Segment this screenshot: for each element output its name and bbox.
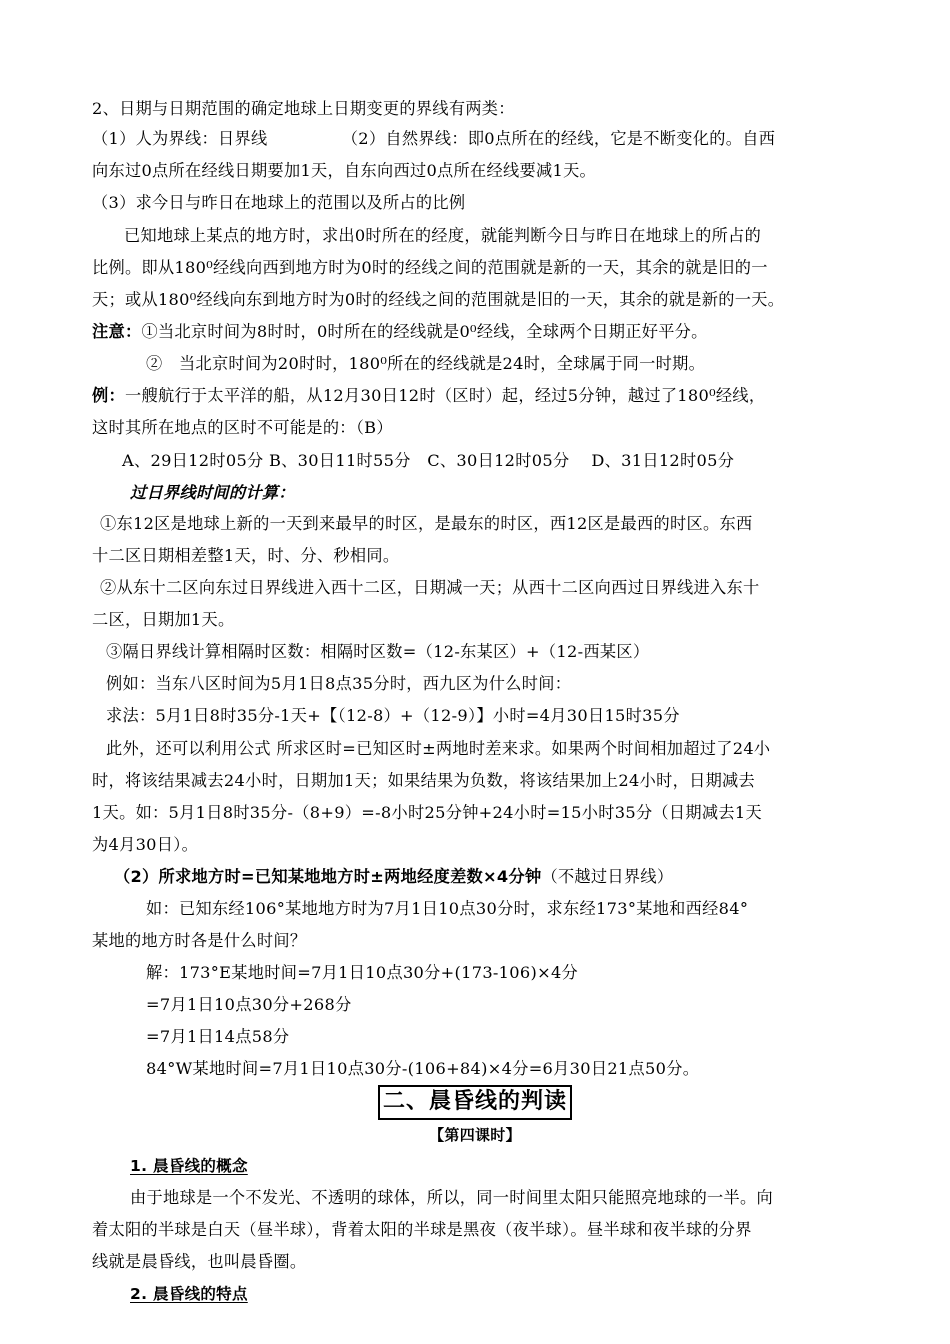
- example-line: [92, 385, 892, 407]
- paragraph-line: 着太阳的半球是白天（昼半球），背着太阳的半球是黑夜（夜半球）。昼半球和夜半球的分界: [92, 1220, 752, 1239]
- text-line: 向东过0点所在经线日期要加1天，自东向西过0点所在经线要减1天。: [92, 161, 597, 180]
- text-line: =7月1日10点30分+268分: [146, 995, 352, 1014]
- text-line: 1天。如：5月1日8时35分-（8+9）=-8小时25分钟+24小时=15小时35分（日期减去1天: [92, 803, 762, 822]
- subheading-dateline-calc: 过日界线时间的计算：: [130, 483, 295, 502]
- note-text: ①当北京时间为8时时，0时所在的经线就是0⁰经线，全球两个日期正好平分。: [141, 322, 708, 341]
- text-line: 十二区日期相差整1天，时、分、秒相同。: [92, 546, 400, 565]
- text-line: 这时其所在地点的区时不可能是的：（B）: [92, 418, 393, 437]
- text-line: 例如：当东八区时间为5月1日8点35分时，西九区为什么时间：: [106, 674, 572, 693]
- formula-note: （不越过日界线）: [541, 867, 674, 886]
- paragraph-line: 由于地球是一个不发光、不透明的球体，所以，同一时间里太阳只能照亮地球的一半。向: [130, 1188, 774, 1207]
- text-line: 求法：5月1日8时35分-1天+【（12-8）+（12-9）】小时=4月30日15时35分: [106, 706, 680, 725]
- note-label: 注意：: [92, 322, 142, 341]
- section-title-wrap: [0, 1085, 950, 1120]
- text-line: ②从东十二区向东过日界线进入西十二区，日期减一天；从西十二区向西过日界线进入东十: [100, 578, 760, 597]
- text-line: （1）人为界线：日界线 （2）自然界线：即0点所在的经线，它是不断变化的。自西: [92, 129, 776, 148]
- text-line: （3）求今日与昨日在地球上的范围以及所占的比例: [92, 193, 466, 212]
- answer-options: A、29日12时05分 B、30日11时55分 C、30日12时05分 D、31日12时05分: [122, 451, 735, 470]
- text-line: 2、日期与日期范围的确定地球上日期变更的界线有两类：: [92, 99, 515, 118]
- text-line: 比例。即从180⁰经线向西到地方时为0时的经线之间的范围就是新的一天，其余的就是旧的一: [92, 258, 768, 277]
- text-line: 天；或从180⁰经线向东到地方时为0时的经线之间的范围就是旧的一天，其余的就是新的一天。: [92, 290, 785, 309]
- text-line: 解：173°E某地时间=7月1日10点30分+(173-106)×4分: [146, 963, 579, 982]
- formula-line: [114, 866, 914, 888]
- text-line: ①东12区是地球上新的一天到来最早的时区，是最东的时区，西12区是最西的时区。东西: [100, 514, 753, 533]
- paragraph-line: 线就是晨昏线，也叫晨昏圈。: [92, 1252, 307, 1271]
- note-line: [92, 321, 892, 343]
- section-title: 二、晨昏线的判读: [378, 1085, 572, 1120]
- text-line: 如：已知东经106°某地地方时为7月1日10点30分时，求东经173°某地和西经84°: [146, 899, 749, 918]
- subheading-features: [130, 1283, 930, 1305]
- example-label: 例：: [92, 386, 125, 405]
- subheading-concept: [130, 1155, 930, 1177]
- text-line: 已知地球上某点的地方时，求出0时所在的经度，就能判断今日与昨日在地球上的所占的: [124, 226, 762, 245]
- text-line: =7月1日14点58分: [146, 1027, 290, 1046]
- text-line: 84°W某地时间=7月1日10点30分-(106+84)×4分=6月30日21点50分。: [146, 1059, 700, 1078]
- example-text: 一艘航行于太平洋的船，从12月30日12时（区时）起，经过5分钟，越过了180⁰经线，: [124, 386, 766, 405]
- subheading-concept-text: 1. 晨昏线的概念: [130, 1157, 248, 1175]
- subheading-features-text: 2. 晨昏线的特点: [130, 1285, 248, 1303]
- text-line: ③隔日界线计算相隔时区数：相隔时区数=（12-东某区）+（12-西某区）: [106, 642, 650, 661]
- text-line: 时，将该结果减去24小时，日期加1天；如果结果为负数，将该结果加上24小时，日期减去: [92, 771, 756, 790]
- text-line: 某地的地方时各是什么时间？: [92, 931, 307, 950]
- text-line: 为4月30日）。: [92, 835, 199, 854]
- text-line: 此外，还可以利用公式 所求区时=已知区时±两地时差来求。如果两个时间相加超过了24小: [106, 739, 771, 758]
- formula-bold: （2）所求地方时=已知某地地方时±两地经度差数×4分钟: [114, 867, 542, 886]
- text-line: 二区，日期加1天。: [92, 610, 235, 629]
- text-line: ② 当北京时间为20时时，180⁰所在的经线就是24时，全球属于同一时期。: [146, 354, 706, 373]
- lesson-label: 【第四课时】: [429, 1126, 521, 1144]
